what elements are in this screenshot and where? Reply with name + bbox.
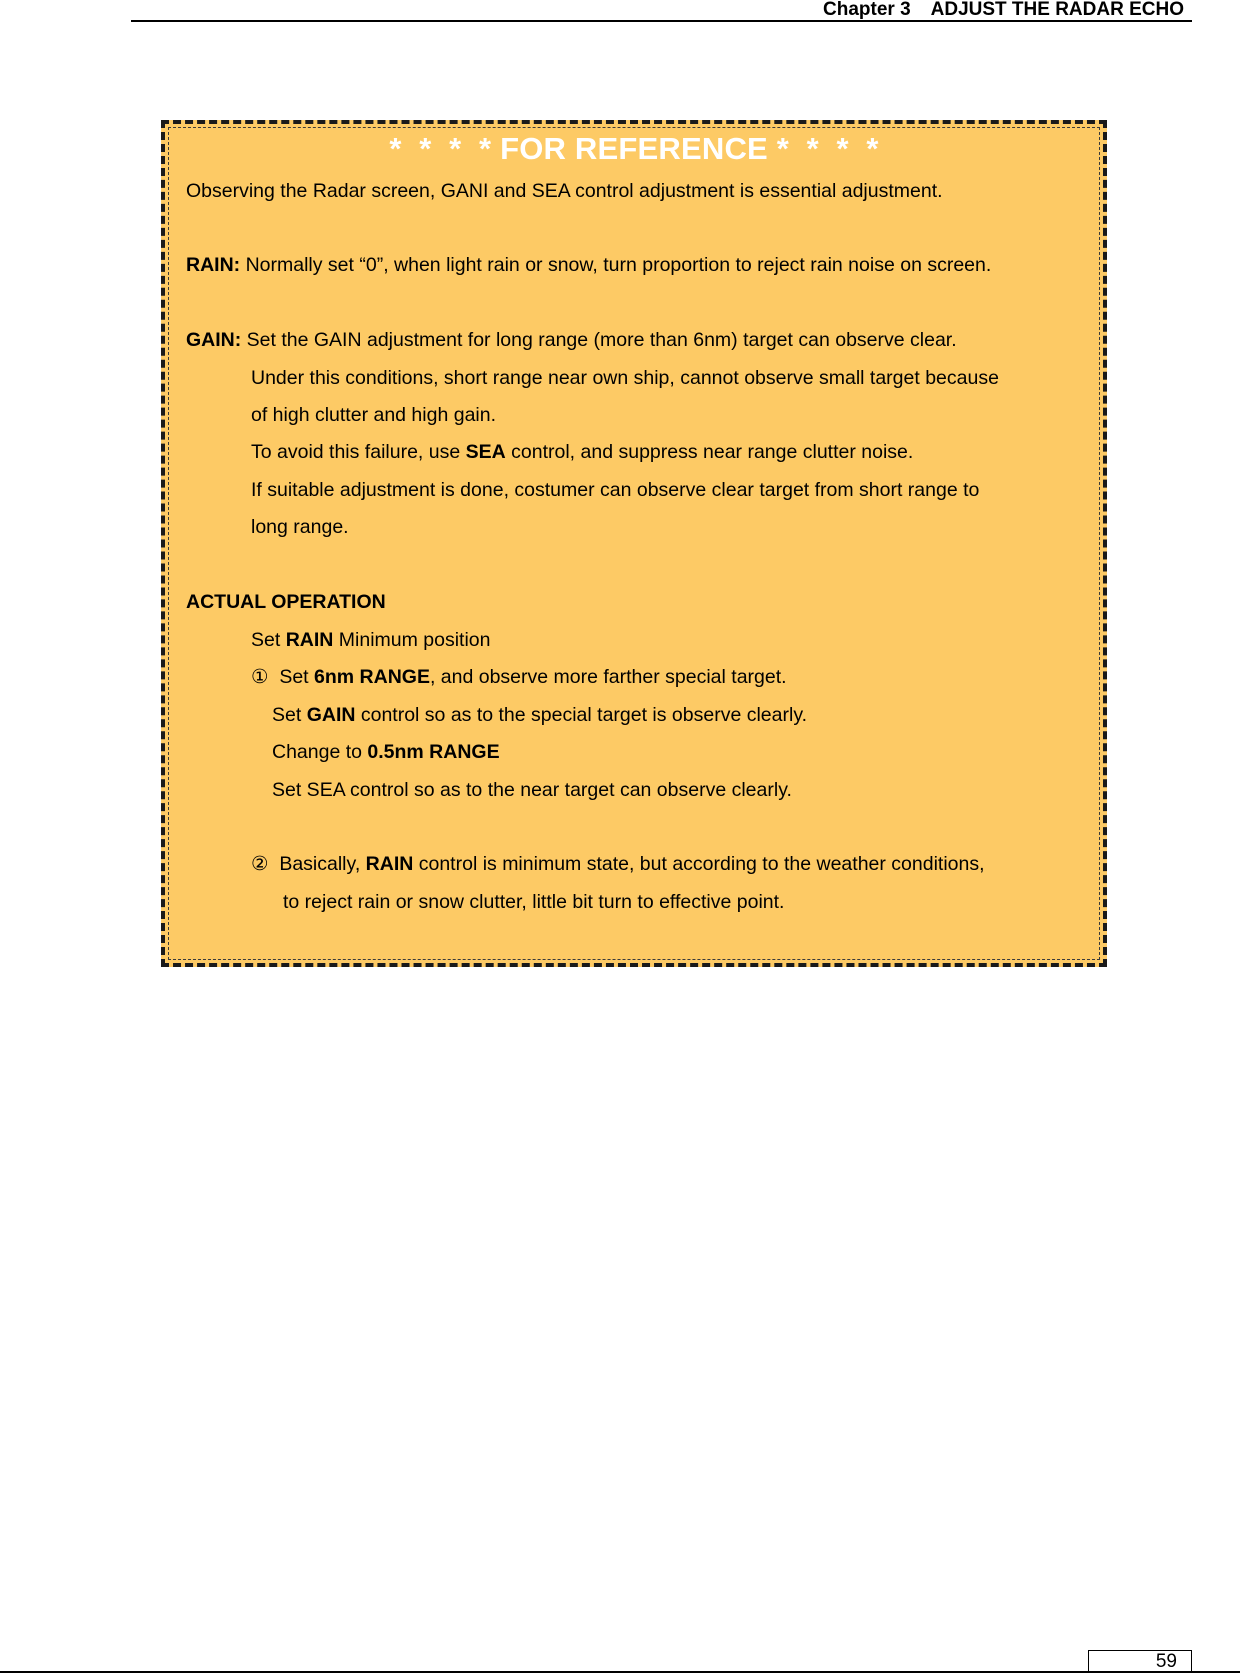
step-1-gain: Set GAIN control so as to the special target is observe clearly. [272,704,808,726]
step-1-marker: ① [251,666,269,688]
chapter-label: Chapter 3 [823,0,911,20]
chapter-title: ADJUST THE RADAR ECHO [930,0,1184,20]
rain-text: Normally set “0”, when light rain or snow, turn proportion to reject rain noise on screen. [240,254,992,276]
gain-label: GAIN: [186,329,242,351]
chapter-header [131,0,1192,22]
step-1: ① Set 6nm RANGE, and observe more farther special target. [251,666,787,688]
step-2: ② Basically, RAIN control is minimum state, but according to the weather conditions, [251,853,985,875]
gain-line-4: To avoid this failure, use SEA control, and suppress near range clutter noise. [251,441,914,463]
rain-label: RAIN: [186,254,241,276]
rain-paragraph [186,254,991,276]
reference-box [161,120,1107,967]
step-rain-minimum: Set RAIN Minimum position [251,629,491,651]
step-1-change-range: Change to 0.5nm RANGE [272,741,500,763]
step-2-marker: ② [251,853,269,875]
intro-text: Observing the Radar screen, GANI and SEA control adjustment is essential adjustment. [186,180,943,202]
footer-rule [0,1671,1240,1673]
gain-line-6: long range. [251,516,349,538]
step-1-sea: Set SEA control so as to the near target can observe clearly. [272,779,792,801]
page-number: 59 [1088,1650,1192,1672]
reference-box-dashed-border [168,127,1100,960]
gain-line-5: If suitable adjustment is done, costumer can observe clear target from short range to [251,479,980,501]
gain-line-3: of high clutter and high gain. [251,404,497,426]
gain-line-2: Under this conditions, short range near own ship, cannot observe small target because [251,367,999,389]
actual-operation-heading: ACTUAL OPERATION [186,591,386,613]
step-2-continued: to reject rain or snow clutter, little bit turn to effective point. [283,891,785,913]
gain-line-1: GAIN: Set the GAIN adjustment for long range (more than 6nm) target can observe clear. [186,329,957,351]
sea-keyword: SEA [465,441,506,463]
reference-heading: * * * * FOR REFERENCE * * * * [389,131,879,166]
